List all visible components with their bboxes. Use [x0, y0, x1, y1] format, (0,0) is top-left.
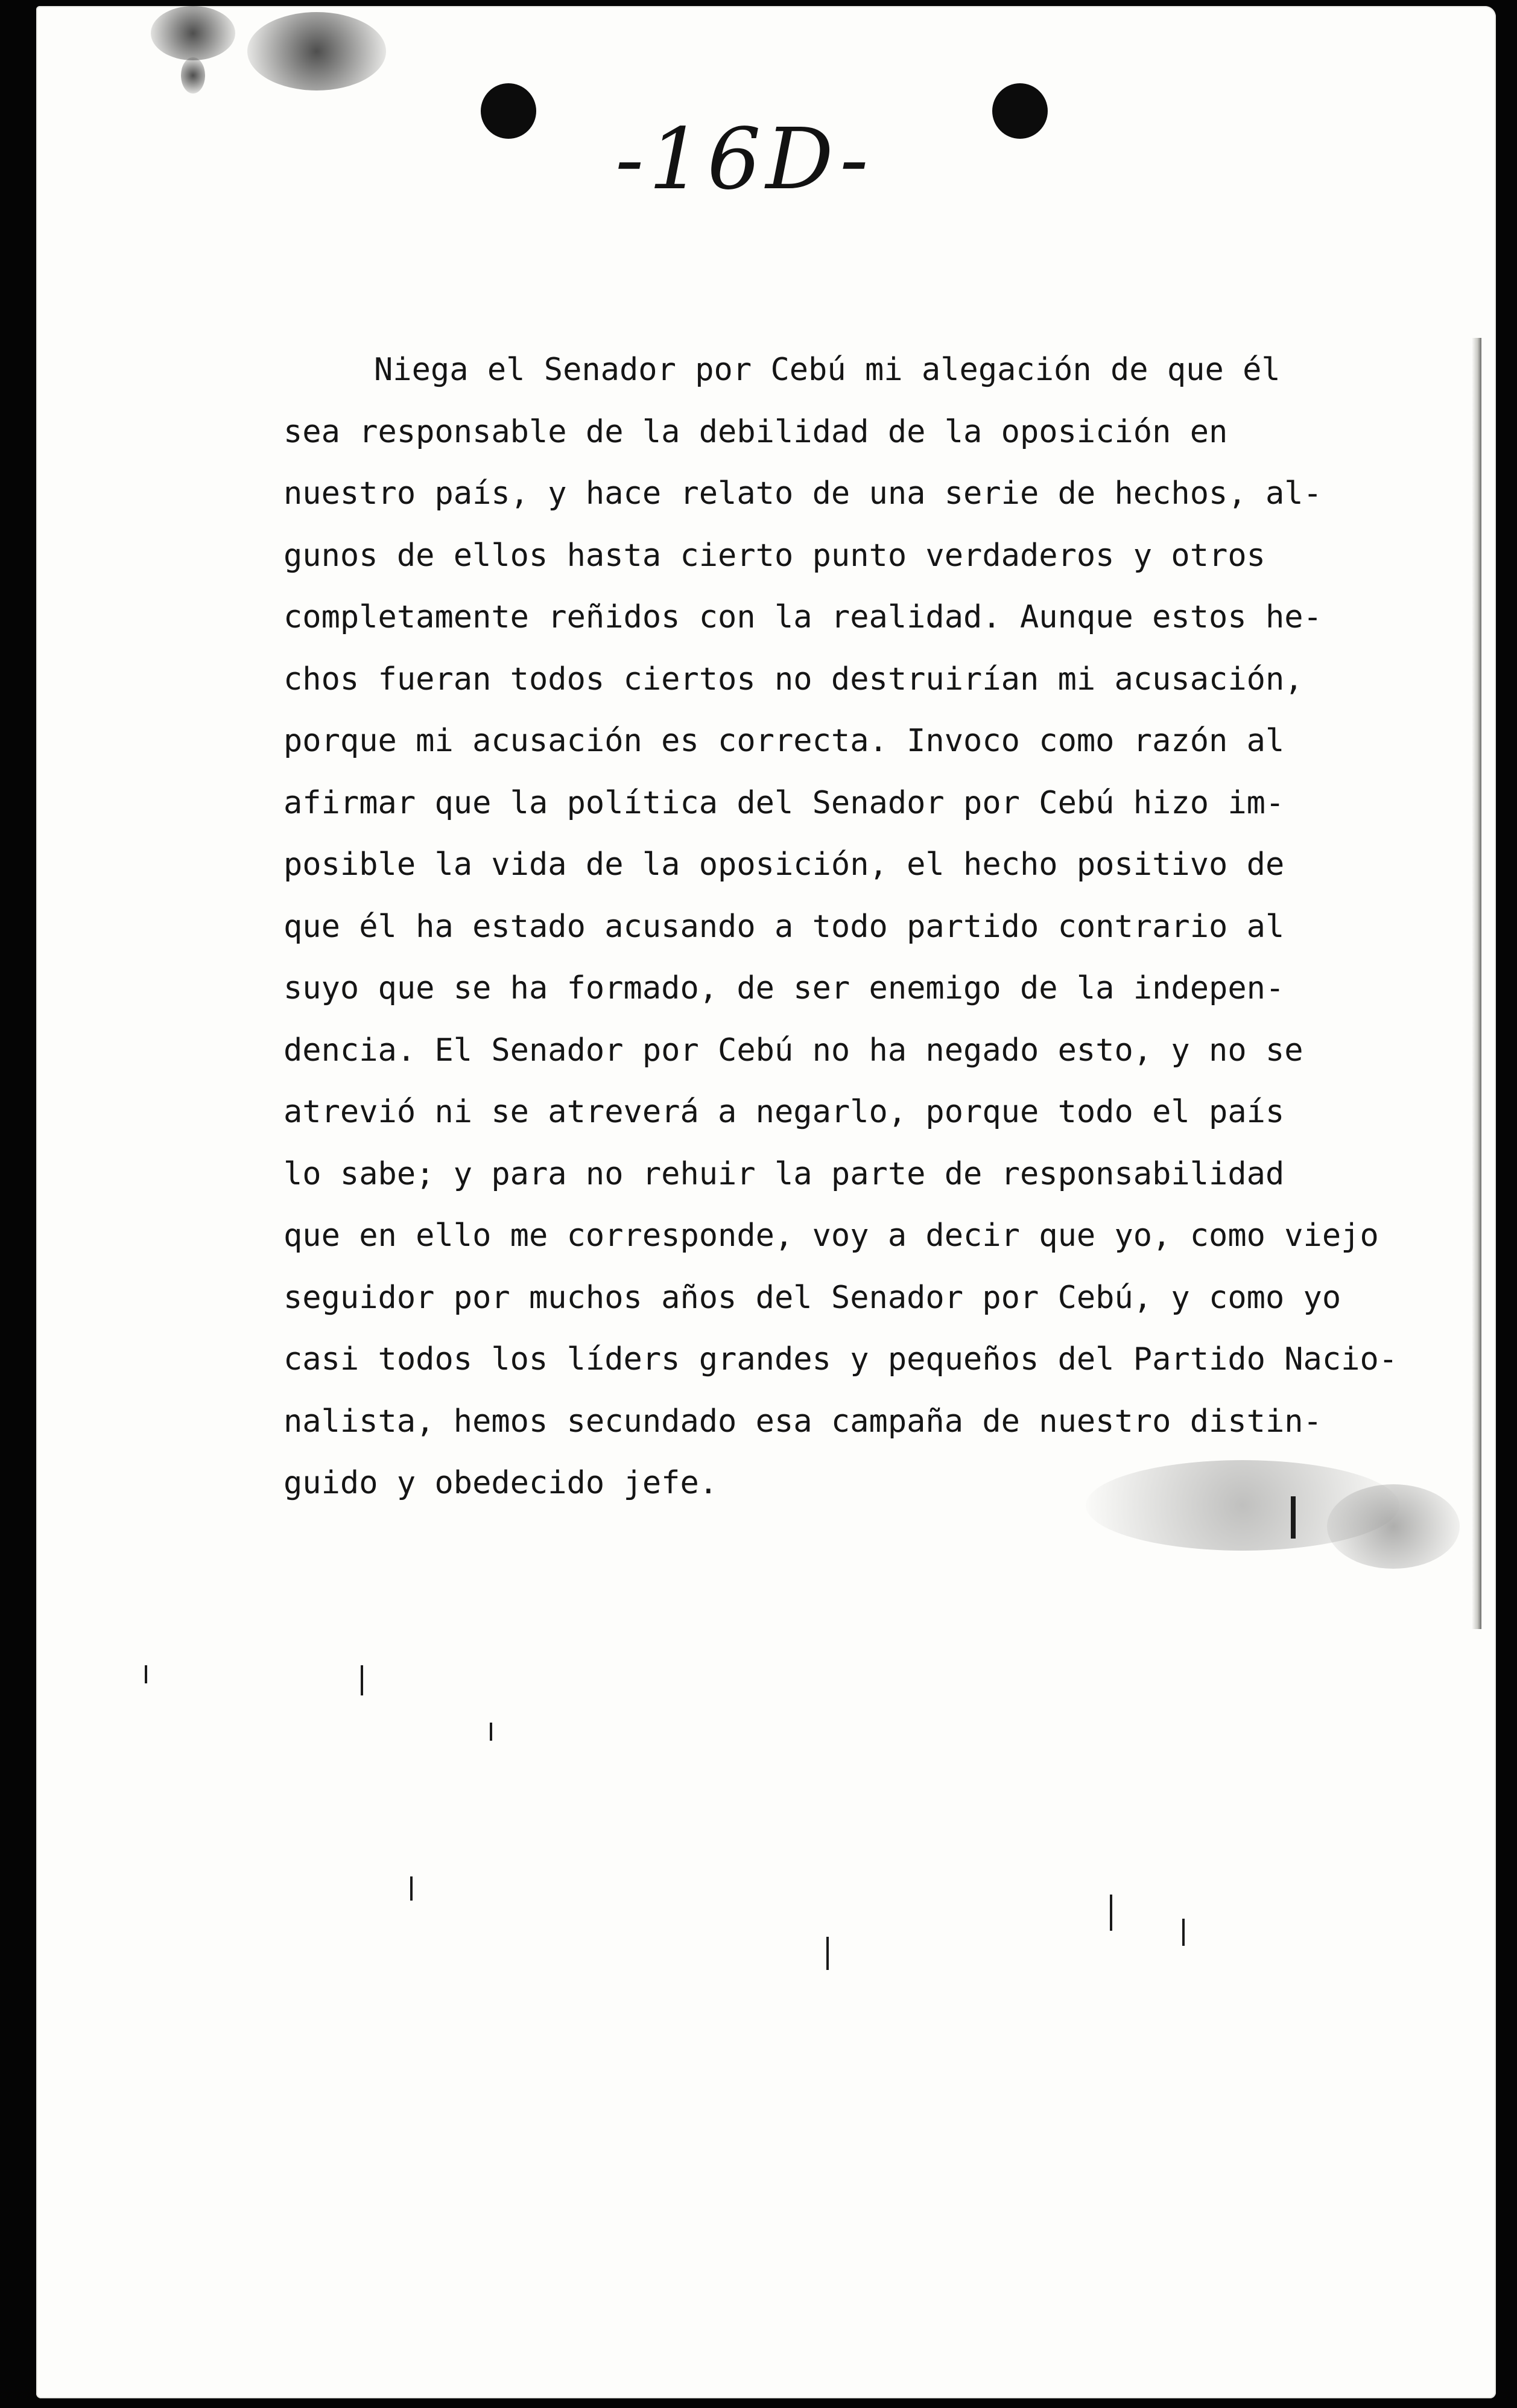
text-line: guido y obedecido jefe. [283, 1465, 718, 1501]
text-line: posible la vida de la oposición, el hecho positivo de [283, 847, 1285, 883]
text-line: completamente reñidos con la realidad. Aunque estos he- [283, 599, 1322, 635]
text-line: lo sabe; y para no rehuir la parte de responsabilidad [283, 1155, 1285, 1192]
text-line: que en ello me corresponde, voy a decir que yo, como viejo [283, 1218, 1379, 1254]
text-line: atrevió ni se atreverá a negarlo, porque todo el país [283, 1094, 1285, 1130]
text-line: que él ha estado acusando a todo partido contrario al [283, 908, 1285, 945]
text-line: seguidor por muchos años del Senador por Cebú, y como yo [283, 1279, 1341, 1316]
text-line: dencia. El Senador por Cebú no ha negado esto, y no se [283, 1032, 1303, 1069]
text-line: nuestro país, y hace relato de una serie de hechos, al- [283, 475, 1322, 512]
scan-smudge [151, 6, 235, 60]
text-line: gunos de ellos hasta cierto punto verdaderos y otros [283, 537, 1265, 574]
text-line: sea responsable de la debilidad de la oposición en [283, 413, 1228, 450]
bleed-mark [826, 1937, 829, 1970]
text-line: afirmar que la política del Senador por Cebú hizo im- [283, 784, 1285, 821]
text-line: nalista, hemos secundado esa campaña de nuestro distin- [283, 1403, 1322, 1440]
punch-hole-right [992, 83, 1048, 139]
text-line: casi todos los líders grandes y pequeños del Partido Nacio- [283, 1341, 1398, 1377]
scan-smudge [181, 57, 205, 94]
punch-hole-left [481, 83, 536, 139]
page-number: -16D- [615, 110, 873, 209]
text-line: suyo que se ha formado, de ser enemigo de la indepen- [283, 970, 1285, 1006]
bleed-mark [1110, 1895, 1112, 1931]
scan-smudge [247, 12, 386, 91]
bleed-mark [490, 1723, 492, 1741]
bleed-mark [1182, 1919, 1185, 1946]
page-edge-shadow [1472, 338, 1481, 1629]
bleed-mark [410, 1876, 413, 1901]
text-line: Niega el Senador por Cebú mi alegación de que él [374, 352, 1281, 388]
paragraph [283, 339, 1417, 1514]
text-line: chos fueran todos ciertos no destruirían mi acusación, [283, 661, 1303, 697]
text-line: porque mi acusación es correcta. Invoco como razón al [283, 723, 1285, 759]
bleed-mark [361, 1665, 363, 1695]
bleed-mark [145, 1665, 147, 1683]
